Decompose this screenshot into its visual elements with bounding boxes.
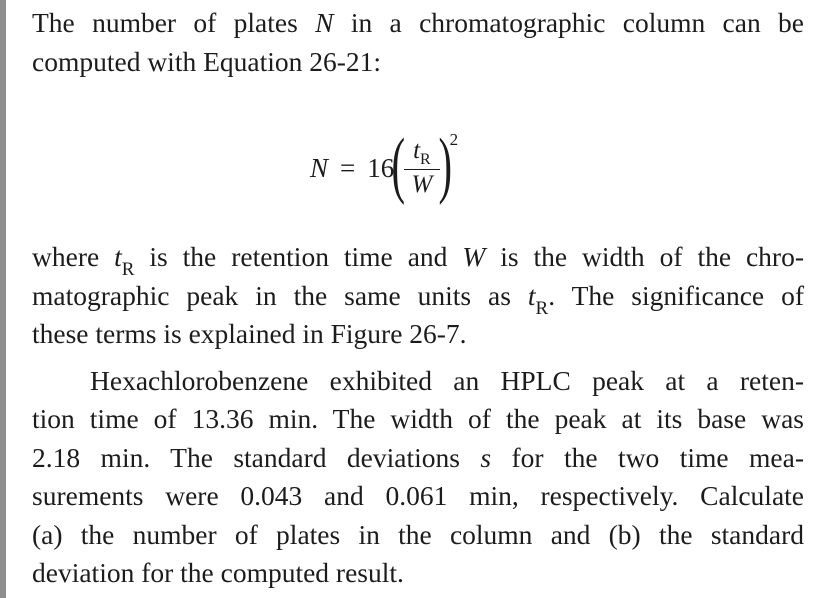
definition-line-3: these terms is explained in Figure 26-7. — [32, 318, 467, 349]
problem-line-1: Hexachlorobenzene exhibited an HPLC peak at a reten- — [90, 364, 804, 396]
intro-paragraph — [32, 4, 804, 81]
problem-line-3 — [32, 439, 804, 478]
fraction-numerator — [409, 138, 435, 169]
symbol-N: N — [315, 7, 334, 38]
intro-line-1: The number of plates N in a chromatographic column can be — [32, 7, 805, 38]
equation-exponent: 2 — [449, 130, 459, 149]
numerator-variable: t — [413, 136, 421, 164]
definition-line-1 — [32, 238, 804, 280]
equation-fraction — [404, 138, 440, 199]
problem-text: for the two time mea- — [491, 441, 804, 473]
equation-equals: = — [340, 152, 356, 183]
definition-text: matographic peak in the same units as — [32, 279, 528, 311]
intro-line-2: computed with Equation 26-21: — [32, 45, 382, 77]
definition-text: is the width of the chro- — [485, 241, 804, 272]
symbol-W: W — [462, 241, 486, 272]
definition-text: where — [32, 241, 115, 272]
symbol-subscript: R — [535, 297, 549, 319]
equation-lhs: N — [310, 152, 329, 183]
definition-text: . The significance of — [548, 279, 804, 311]
definition-line-2 — [32, 277, 804, 319]
equation-coefficient: 16 — [367, 152, 395, 183]
definition-text: is the retention time and — [134, 241, 463, 272]
symbol-s: s — [480, 441, 492, 473]
fraction-denominator: W — [411, 171, 433, 199]
problem-line-6: deviation for the computed result. — [32, 557, 404, 588]
body-paragraphs — [32, 238, 804, 593]
left-margin-rule — [0, 0, 6, 598]
symbol-t: t — [114, 241, 122, 272]
right-paren: ) — [438, 124, 453, 206]
problem-text: 2.18 min. The standard deviations — [32, 441, 481, 473]
plate-number-equation — [310, 124, 459, 208]
numerator-subscript: R — [420, 150, 431, 168]
problem-line-5: (a) the number of plates in the column and (b) the standard — [32, 518, 804, 550]
symbol-subscript: R — [121, 259, 135, 280]
problem-line-4: surements were 0.043 and 0.061 min, respectively. Calculate — [32, 480, 804, 511]
left-paren: ( — [391, 124, 406, 206]
problem-line-2: tion time of 13.36 min. The width of the peak at its base was — [32, 403, 804, 434]
symbol-t: t — [527, 279, 536, 311]
